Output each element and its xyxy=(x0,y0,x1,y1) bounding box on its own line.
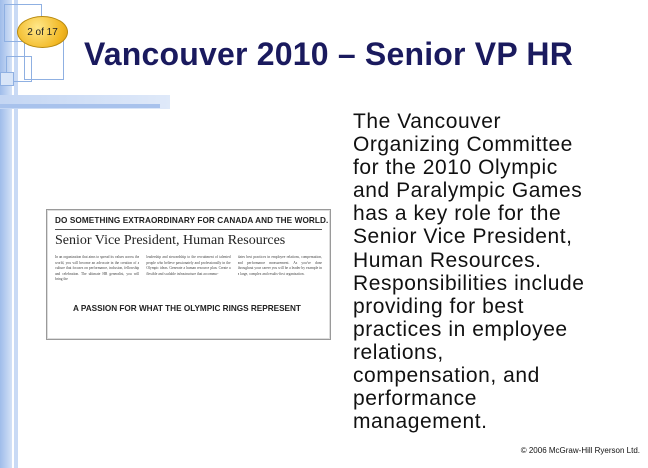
body-line: management. xyxy=(353,410,488,434)
body-line: Responsibilities include xyxy=(353,271,585,295)
ad-column: In an organization that aims to spread its values across the world, you will become an advocate in the creation of a culture that focuses on performance, inclusion, fellowship and celebration. The ultimate HR generalist, you will bring the xyxy=(55,255,140,282)
ad-role-title: Senior Vice President, Human Resources xyxy=(55,233,286,248)
decorative-square xyxy=(0,72,14,86)
decorative-horizontal-stripe xyxy=(0,104,160,108)
body-line: compensation, and xyxy=(353,364,540,388)
body-line: Organizing Committee xyxy=(353,133,573,157)
body-line: for the 2010 Olympic xyxy=(353,156,558,180)
ad-divider xyxy=(55,229,322,230)
slide-title: Vancouver 2010 – Senior VP HR xyxy=(84,36,574,72)
body-line: Senior Vice President, xyxy=(353,225,573,249)
body-line: providing for best xyxy=(353,294,524,318)
ad-column: dates best practices in employee relations, compensation, and performance measurement. As you've done throughout your career you will be a leader by example in a large, complex and results-first organization. xyxy=(237,255,322,276)
body-line: has a key role for the xyxy=(353,202,562,226)
body-line: The Vancouver xyxy=(353,110,502,133)
slide-counter-badge: 2 of 17 xyxy=(17,16,68,48)
ad-headline: DO SOMETHING EXTRAORDINARY FOR CANADA AND THE WORLD. xyxy=(55,216,329,225)
body-line: Human Resources. xyxy=(353,248,542,272)
job-ad-image xyxy=(46,209,331,340)
body-line: practices in employee xyxy=(353,317,568,341)
slide-body-text xyxy=(353,110,643,433)
body-line: performance xyxy=(353,387,477,411)
ad-body-columns xyxy=(55,255,322,295)
body-line: relations, xyxy=(353,340,444,364)
body-line: and Paralympic Games xyxy=(353,179,583,203)
ad-tagline: A PASSION FOR WHAT THE OLYMPIC RINGS REPRESENT xyxy=(73,304,301,313)
ad-column: leadership and stewardship to the recruitment of talented people who believe passionately and professionally in the Olympic ideas. Generate a human resource plan. Create a flexible and scalable infrastructure that accommo- xyxy=(146,255,231,276)
copyright-notice: © 2006 McGraw-Hill Ryerson Ltd. xyxy=(520,446,640,455)
